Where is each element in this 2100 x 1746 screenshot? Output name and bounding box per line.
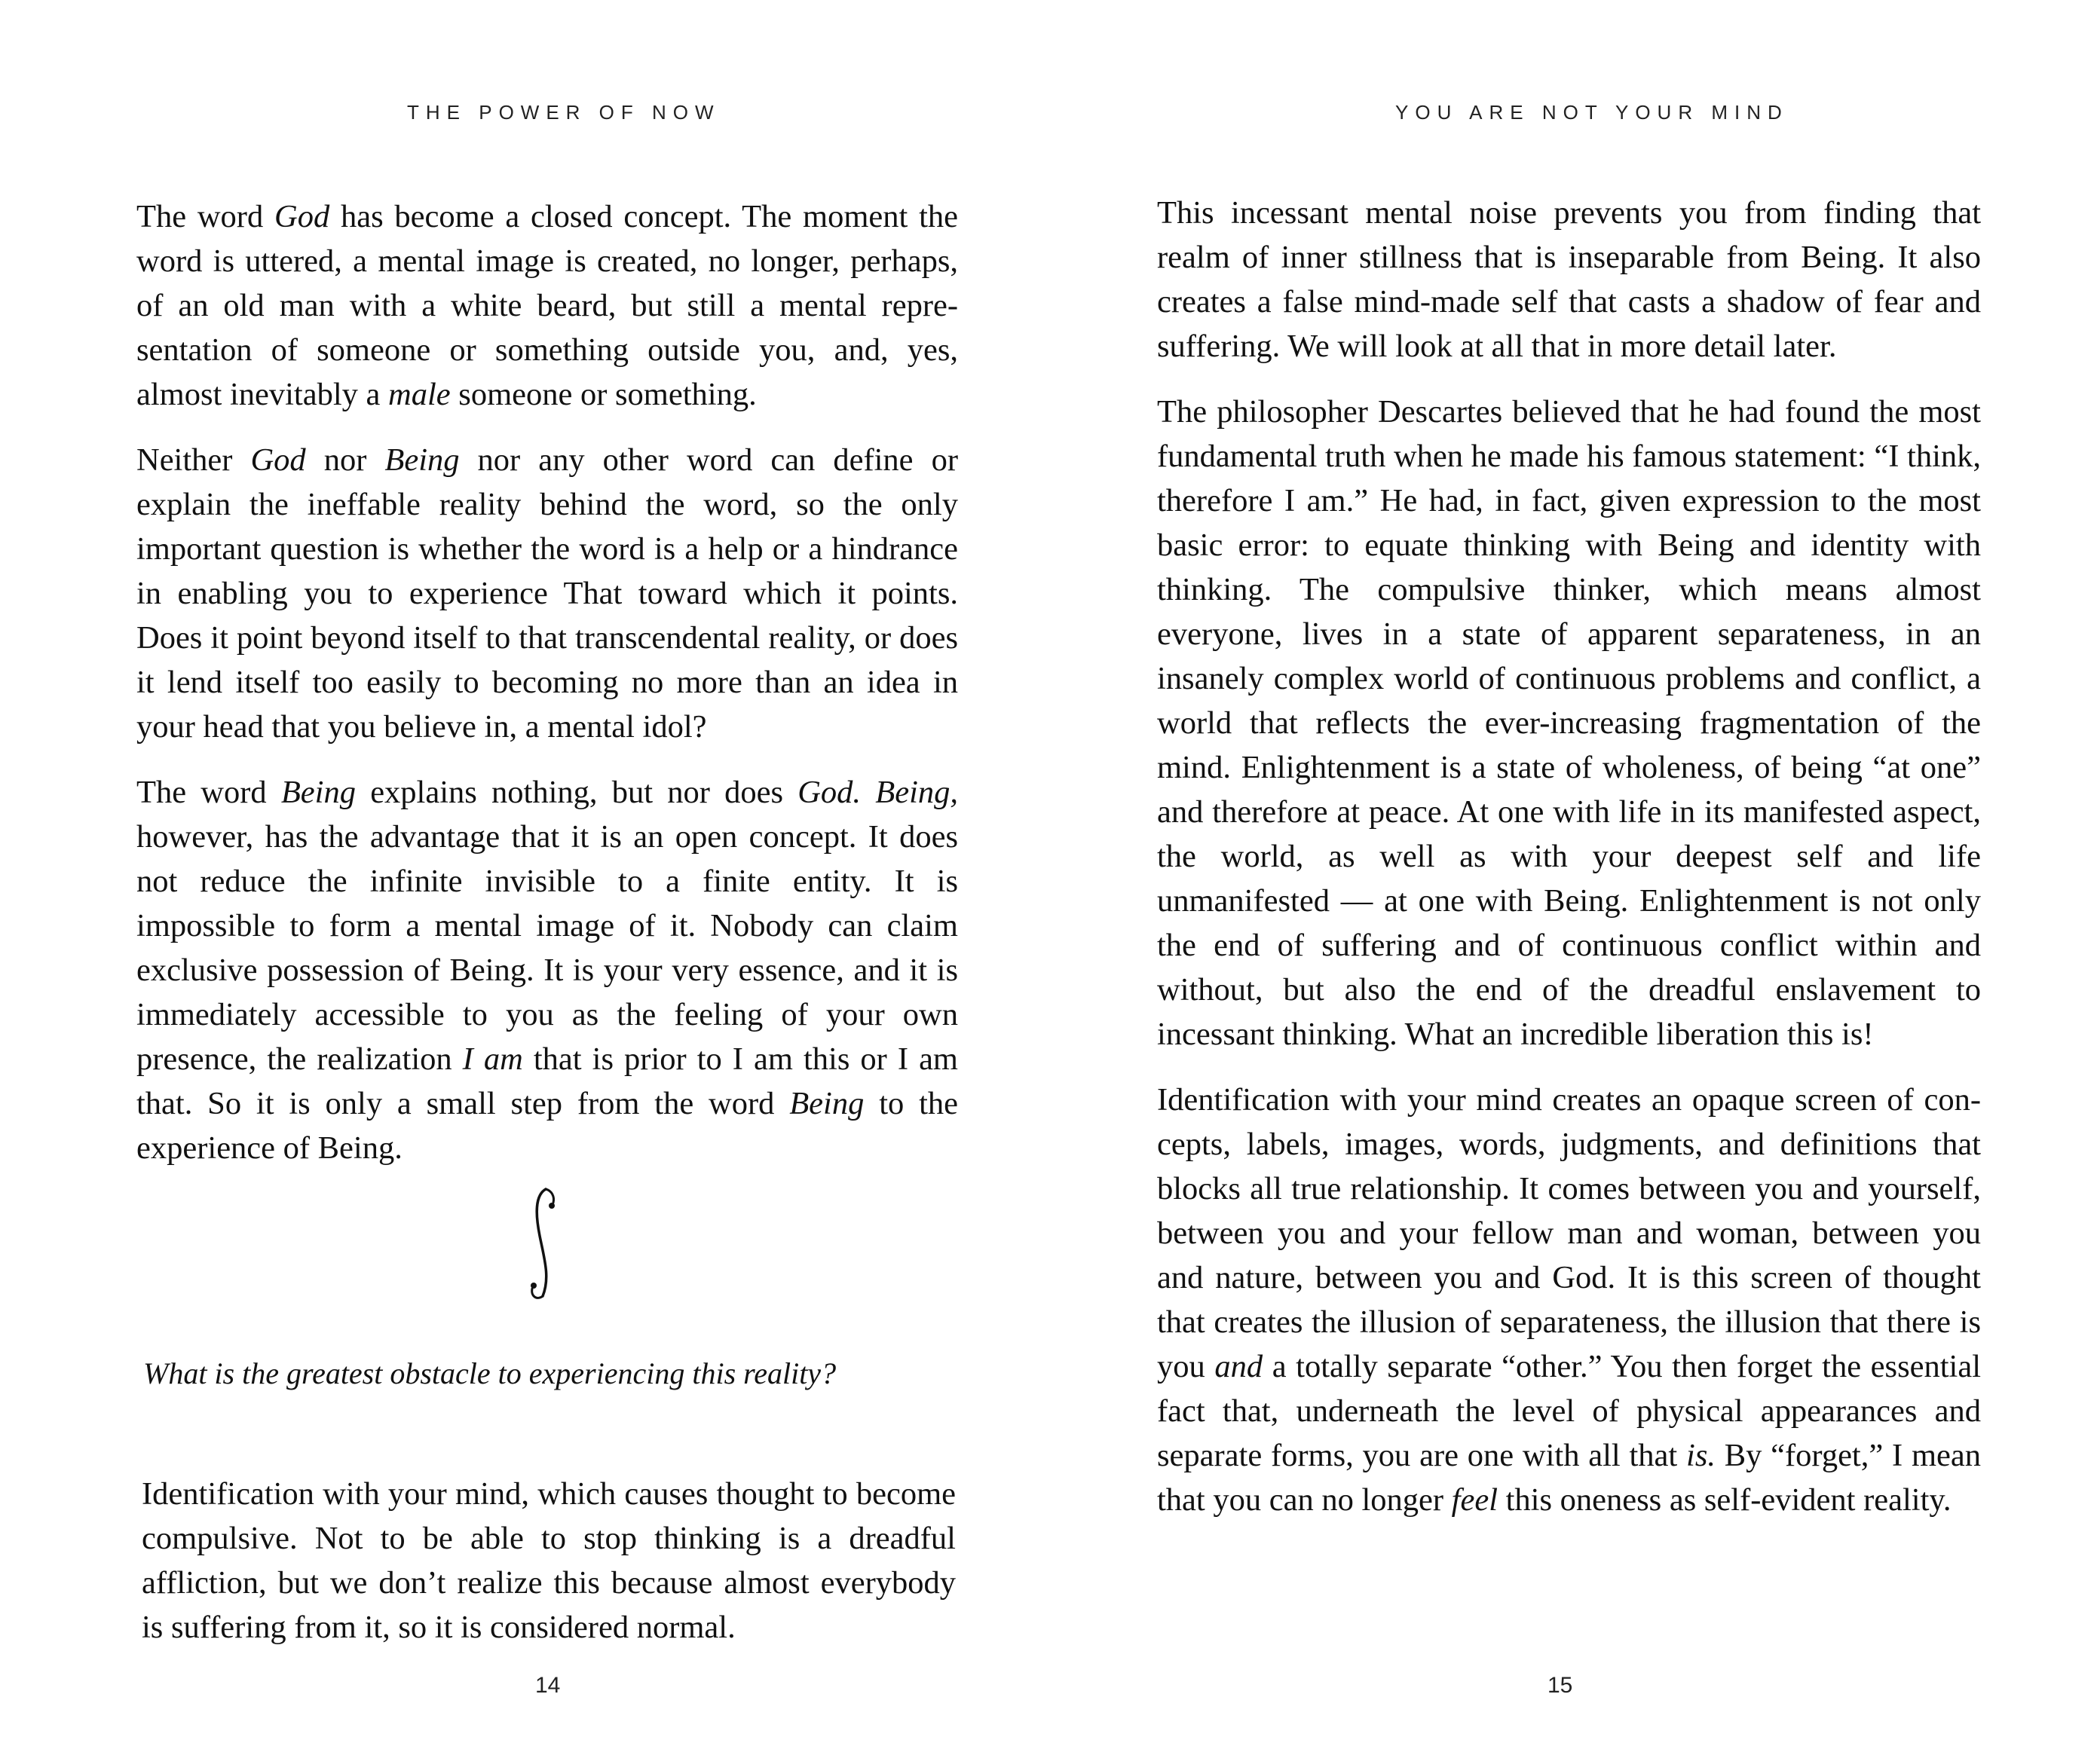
page-number-right: 15 — [1547, 1673, 1573, 1698]
text-run: nor any other word can define or explain the ineffable reality behind the word, so the only important question is whether the word is a help or a hindrance in enabling you to experience That toward which it points. Does it point beyond itself to that transcendental reality, or does it lend itself too easily to becoming no more than an idea in your head that you believe in, a mental idol? — [136, 442, 958, 745]
text-run: Identification with your mind creates an opaque screen of concepts, labels, images, words, judgments, and definitions that blocks all true relationship. It comes between you and yourself, between you and your fellow man and woman, between you and nature, between you and God. It is this screen of thought that creates the illusion of separateness, the illusion that there is you — [1157, 1082, 1981, 1384]
text-run: someone or something. — [450, 377, 757, 412]
running-head-right: YOU ARE NOT YOUR MIND — [1395, 101, 1789, 124]
right-body-text — [1157, 191, 1981, 1543]
text-run: male — [388, 377, 451, 412]
right-page — [1050, 0, 2100, 1746]
left-body-text — [136, 194, 958, 1191]
text-run: God — [274, 199, 330, 234]
text-run: nor — [305, 442, 385, 478]
paragraph — [1157, 1078, 1981, 1522]
text-run: Being — [280, 775, 356, 810]
text-run: has become a closed concept. The moment the word is uttered, a mental image is created, no longer, perhaps, of an old man with a white beard, but still a mental representation of someone or something outside you, and, yes, almost inevitably a — [136, 199, 959, 412]
text-run: Being — [789, 1086, 865, 1121]
text-run: a totally separate “other.” You then forget the essential fact that, underneath the level of physical appearances and separate forms, you are one with all that — [1157, 1349, 1982, 1473]
text-run: however, has the advantage that it is an open concept. It does not reduce the infinite invisible to a finite entity. It is impossible to form a mental image of it. Nobody can claim exclusive possession of Being. It is your very essence, and it is immediately accessible to you as the feeling of your own presence, the realization — [136, 819, 958, 1077]
text-run: By “forget,” I mean that you can no longer — [1157, 1438, 1981, 1518]
text-run: The word — [136, 199, 274, 234]
text-run: this oneness as self-evident reality. — [1498, 1482, 1952, 1518]
text-run: explains nothing, but nor does — [355, 775, 798, 810]
text-run: Being — [384, 442, 460, 478]
section-question: What is the greatest obstacle to experiencing this reality? — [143, 1356, 837, 1390]
text-run: that is prior to I am this or I am that. So it is only a small step from the word — [136, 1041, 958, 1121]
paragraph — [136, 770, 958, 1170]
paragraph — [136, 438, 958, 749]
text-run: The word — [136, 775, 281, 810]
text-run: and — [1214, 1349, 1263, 1384]
text-run: Neither — [136, 442, 251, 478]
text-run: God. Being, — [797, 775, 958, 810]
text-run: feel — [1451, 1482, 1498, 1518]
text-run: to the experience of Being. — [136, 1086, 959, 1166]
paragraph — [1157, 390, 1981, 1056]
section-ornament-icon — [520, 1183, 565, 1304]
running-head-left: THE POWER OF NOW — [407, 101, 721, 124]
text-run: I am — [462, 1041, 523, 1077]
text-run: God — [250, 442, 306, 478]
page-number-left: 14 — [535, 1673, 561, 1698]
text-run: The philosopher Descartes believed that he had found the most fundamental truth when he made his famous statement: “I think, therefore I am.” He had, in fact, given expression to the most basic error: to equate thinking with Being and identity with thinking. The compulsive thinker, which means almost everyone, lives in a state of apparent separateness, in an insanely complex world of continuous problems and conflict, a world that reflects the ever-increasing fragmentation of the mind. Enlightenment is a state of wholeness, of being “at one” and therefore at peace. At one with life in its manifested aspect, the world, as well as with your deepest self and life unmanifested — at one with Being. Enlightenment is not only the end of suffering and of continuous conflict within and without, but also the end of the dreadful enslavement to incessant thinking. What an incredible liberation this is! — [1157, 394, 1981, 1052]
paragraph — [1157, 191, 1981, 368]
paragraph — [136, 194, 958, 417]
text-run: This incessant mental noise prevents you from finding that realm of inner stillness that is inseparable from Being. It also creates a false mind-made self that casts a shadow of fear and suffering. We will look at all that in more detail later. — [1157, 195, 1981, 364]
text-run: is. — [1686, 1438, 1716, 1473]
answer-paragraph: Identification with your mind, which causes thought to become compulsive. Not to be able to stop thinking is a dreadful affliction, but we don’t realize this because almost everybody is suffering from it, so it is considered normal. — [142, 1475, 956, 1645]
